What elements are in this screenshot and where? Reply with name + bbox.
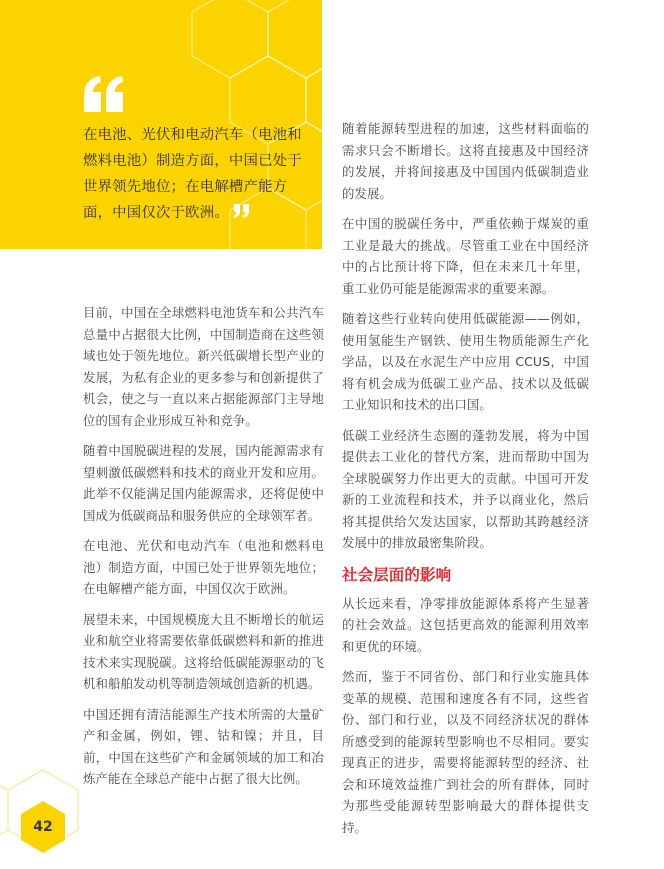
quote-close-icon — [233, 204, 251, 218]
body-paragraph: 随着这些行业转向使用低碳能源——例如，使用氢能生产钢铁、使用生物质能源生产化学品，以及在水泥生产中应用 CCUS，中国将有机会成为低碳工业产品、技术以及低碳工业知识和技术的出口国。 — [342, 311, 589, 412]
body-paragraph: 展望未来，中国规模庞大且不断增长的航运业和航空业将需要依靠低碳燃料和新的推进技术来实现脱碳。这将给低碳能源驱动的飞机和船舶发动机等制造领域创造新的机遇。 — [83, 611, 324, 691]
body-paragraph: 随着能源转型进程的加速，这些材料面临的需求只会不断增长。这将直接惠及中国经济的发展，并将间接惠及中国国内低碳制造业的发展。 — [342, 121, 589, 201]
left-text-column — [83, 302, 324, 799]
body-paragraph: 随着中国脱碳进程的发展，国内能源需求有望刺激低碳燃料和技术的商业开发和应用。此举不仅能满足国内能源需求，还将促使中国成为低碳商品和服务供应的全球领军者。 — [83, 443, 324, 523]
pull-quote-body: 在电池、光伏和电动汽车（电池和燃料电池）制造方面，中国已处于世界领先地位；在电解槽产能方面，中国仅次于欧洲。 — [83, 127, 302, 221]
body-paragraph: 在电池、光伏和电动汽车（电池和燃料电池）制造方面，中国已处于世界领先地位；在电解槽产能方面，中国仅次于欧洲。 — [83, 538, 324, 596]
body-paragraph: 中国还拥有清洁能源生产技术所需的大量矿产和金属，例如，锂、钴和镍；并且，目前，中国在这些矿产和金属领域的加工和冶炼产能在全球总产能中占据了很大比例。 — [83, 706, 324, 786]
body-paragraph: 然而，鉴于不同省份、部门和行业实施具体变革的规模、范围和速度各有不同，这些省份、部门和行业，以及不同经济状况的群体所感受到的能源转型影响也不尽相同。要实现真正的进步，需要将能源转型的经济、社会和环境效益推广到社会的所有群体，同时为那些受能源转型影响最大的群体提供支持。 — [342, 669, 589, 835]
body-paragraph: 低碳工业经济生态圈的蓬勃发展，将为中国提供去工业化的替代方案，进而帮助中国为全球脱碳努力作出更大的贡献。中国可开发新的工业流程和技术，并予以商业化，然后将其提供给欠发达国家，以帮助其跨越经济发展中的排放最密集阶段。 — [342, 427, 589, 550]
body-paragraph: 在中国的脱碳任务中，严重依赖于煤炭的重工业是最大的挑战。尽管重工业在中国经济中的占比预计将下降，但在未来几十年里，重工业仍可能是能源需求的重要来源。 — [342, 216, 589, 296]
page-number: 42 — [33, 819, 53, 835]
section-heading: 社会层面的影响 — [342, 565, 452, 584]
pull-quote-text — [83, 122, 315, 226]
right-text-column — [342, 118, 589, 847]
body-paragraph: 从长远来看，净零排放能源体系将产生显著的社会效益。这包括更高效的能源利用效率和更优的环境。 — [342, 595, 589, 654]
quote-open-icon — [82, 76, 126, 112]
body-paragraph: 目前，中国在全球燃料电池货车和公共汽车总量中占据很大比例，中国制造商在这些领域也处于领先地位。新兴低碳增长型产业的发展，为私有企业的更多参与和创新提供了机会，使之与一直以来占据能源部门主导地位的国有企业形成互补和竞争。 — [83, 305, 324, 428]
pull-quote-box — [0, 0, 322, 249]
